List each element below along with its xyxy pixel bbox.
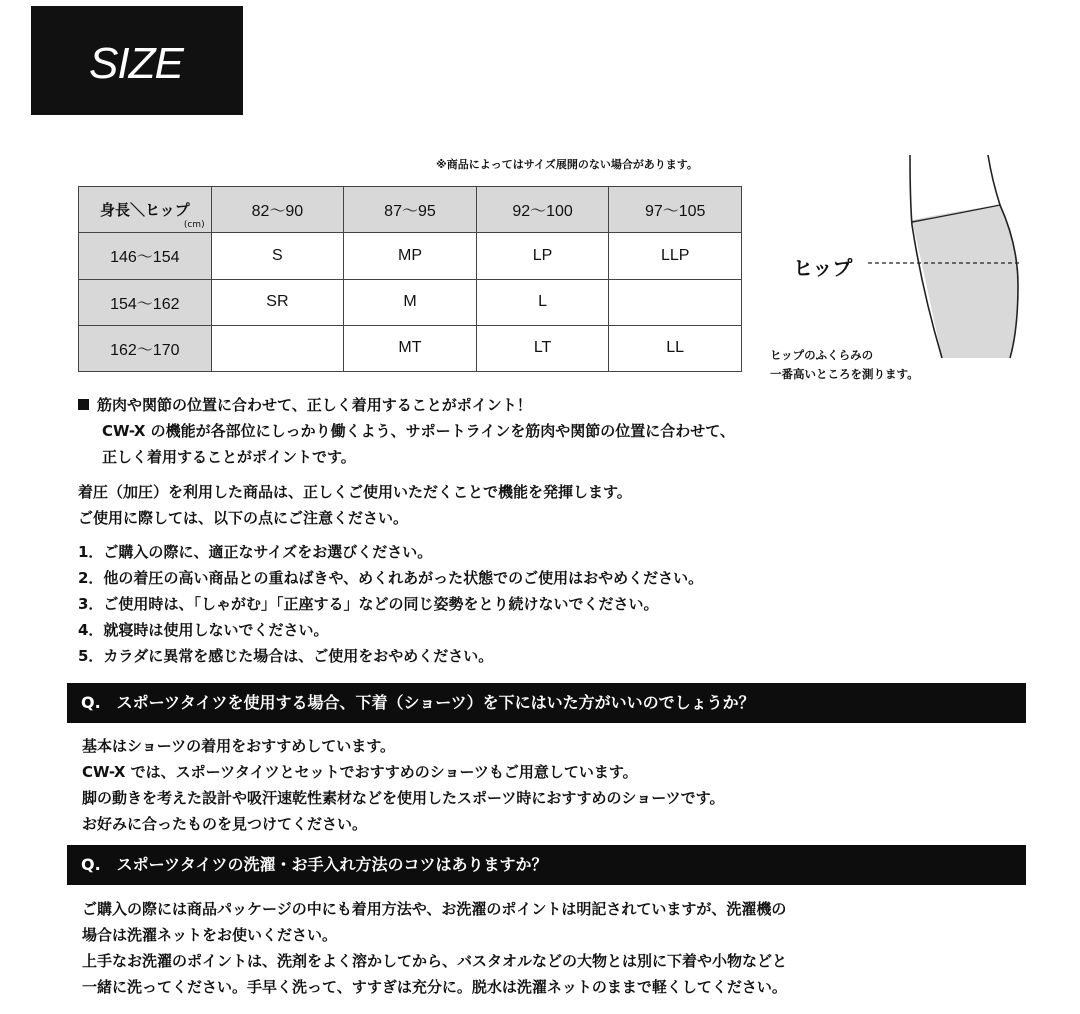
answer-line: 基本はショーツの着用をおすすめしています。 xyxy=(82,737,396,755)
caption-line: 一番高いところを測ります。 xyxy=(770,367,919,381)
faq-question-bar: Q. スポーツタイツの洗濯・お手入れ方法のコツはありますか？ xyxy=(67,845,1026,885)
list-item: 4．就寝時は使用しないでください。 xyxy=(78,621,329,639)
hip-column-header: 82〜90 xyxy=(211,187,344,233)
size-cell: LT xyxy=(476,325,609,371)
point-line: CW-X の機能が各部位にしっかり働くよう、サポートラインを筋肉や関節の位置に合わせて、 xyxy=(102,422,735,440)
height-row-header: 154〜162 xyxy=(79,279,212,325)
answer-line: 一緒に洗ってください。手早く洗って、すすぎは充分に。脱水は洗濯ネットのままで軽くしてください。 xyxy=(82,978,787,996)
size-heading: SIZE xyxy=(89,39,183,88)
size-cell xyxy=(609,279,742,325)
size-table xyxy=(78,186,742,372)
point-line: 正しく着用することがポイントです。 xyxy=(102,448,356,466)
size-table-header-row xyxy=(79,187,742,233)
size-cell: L xyxy=(476,279,609,325)
table-row xyxy=(79,279,742,325)
height-row-header: 162〜170 xyxy=(79,325,212,371)
hip-column-header: 97〜105 xyxy=(609,187,742,233)
size-availability-note: ※商品によってはサイズ展開のない場合があります。 xyxy=(436,158,698,171)
answer-line: 場合は洗濯ネットをお使いください。 xyxy=(82,926,338,944)
answer-line: ご購入の際には商品パッケージの中にも着用方法や、お洗濯のポイントは明記されていますが、洗濯機の xyxy=(82,900,787,918)
faq-question-bar: Q. スポーツタイツを使用する場合、下着（ショーツ）を下にはいた方がいいのでしょうか？ xyxy=(67,683,1026,723)
size-cell: S xyxy=(211,233,344,279)
size-cell: LL xyxy=(609,325,742,371)
caption-line: ヒップのふくらみの xyxy=(770,348,874,362)
size-cell: LLP xyxy=(609,233,742,279)
point-heading-line xyxy=(78,392,735,418)
square-bullet-icon xyxy=(78,399,89,410)
answer-line: CW-X では、スポーツタイツとセットでおすすめのショーツもご用意しています。 xyxy=(82,763,638,781)
answer-line: 上手なお洗濯のポイントは、洗剤をよく溶かしてから、バスタオルなどの大物とは別に下着や小物などと xyxy=(82,952,788,970)
faq-answer xyxy=(82,733,724,837)
faq-answer xyxy=(82,896,787,1000)
answer-line: お好みに合ったものを見つけてください。 xyxy=(82,815,368,833)
list-item: 2．他の着圧の高い商品との重ねばきや、めくれあがった状態でのご使用はおやめください。 xyxy=(78,569,704,587)
hip-column-header: 87〜95 xyxy=(344,187,477,233)
table-row xyxy=(79,325,742,371)
corner-label: 身長＼ヒップ xyxy=(100,201,190,220)
size-cell xyxy=(211,325,344,371)
intro-line: 着圧（加圧）を利用した商品は、正しくご使用いただくことで機能を発揮します。 xyxy=(78,483,632,501)
size-cell: M xyxy=(344,279,477,325)
size-cell: MP xyxy=(344,233,477,279)
size-cell: SR xyxy=(211,279,344,325)
intro-section xyxy=(78,479,632,531)
answer-line: 脚の動きを考えた設計や吸汗速乾性素材などを使用したスポーツ時におすすめのショーツです。 xyxy=(82,789,725,807)
intro-line: ご使用に際しては、以下の点にご注意ください。 xyxy=(78,509,409,527)
size-cell: MT xyxy=(344,325,477,371)
point-section xyxy=(78,392,735,470)
list-item: 3．ご使用時は、「しゃがむ」「正座する」などの同じ姿勢をとり続けないでください。 xyxy=(78,595,659,613)
caution-list xyxy=(78,539,703,669)
height-row-header: 146〜154 xyxy=(79,233,212,279)
corner-unit: (cm) xyxy=(183,220,205,231)
size-heading-box xyxy=(31,6,243,115)
list-item: 1．ご購入の際に、適正なサイズをお選びください。 xyxy=(78,543,433,561)
hip-diagram-caption xyxy=(770,346,919,384)
hip-column-header: 92〜100 xyxy=(476,187,609,233)
size-table-corner xyxy=(79,187,212,233)
hip-label: ヒップ xyxy=(793,256,853,280)
table-row xyxy=(79,233,742,279)
size-cell: LP xyxy=(476,233,609,279)
hip-shaded-area xyxy=(912,205,1018,358)
point-heading: 筋肉や関節の位置に合わせて、正しく着用することがポイント！ xyxy=(97,396,532,414)
list-item: 5．カラダに異常を感じた場合は、ご使用をおやめください。 xyxy=(78,647,494,665)
